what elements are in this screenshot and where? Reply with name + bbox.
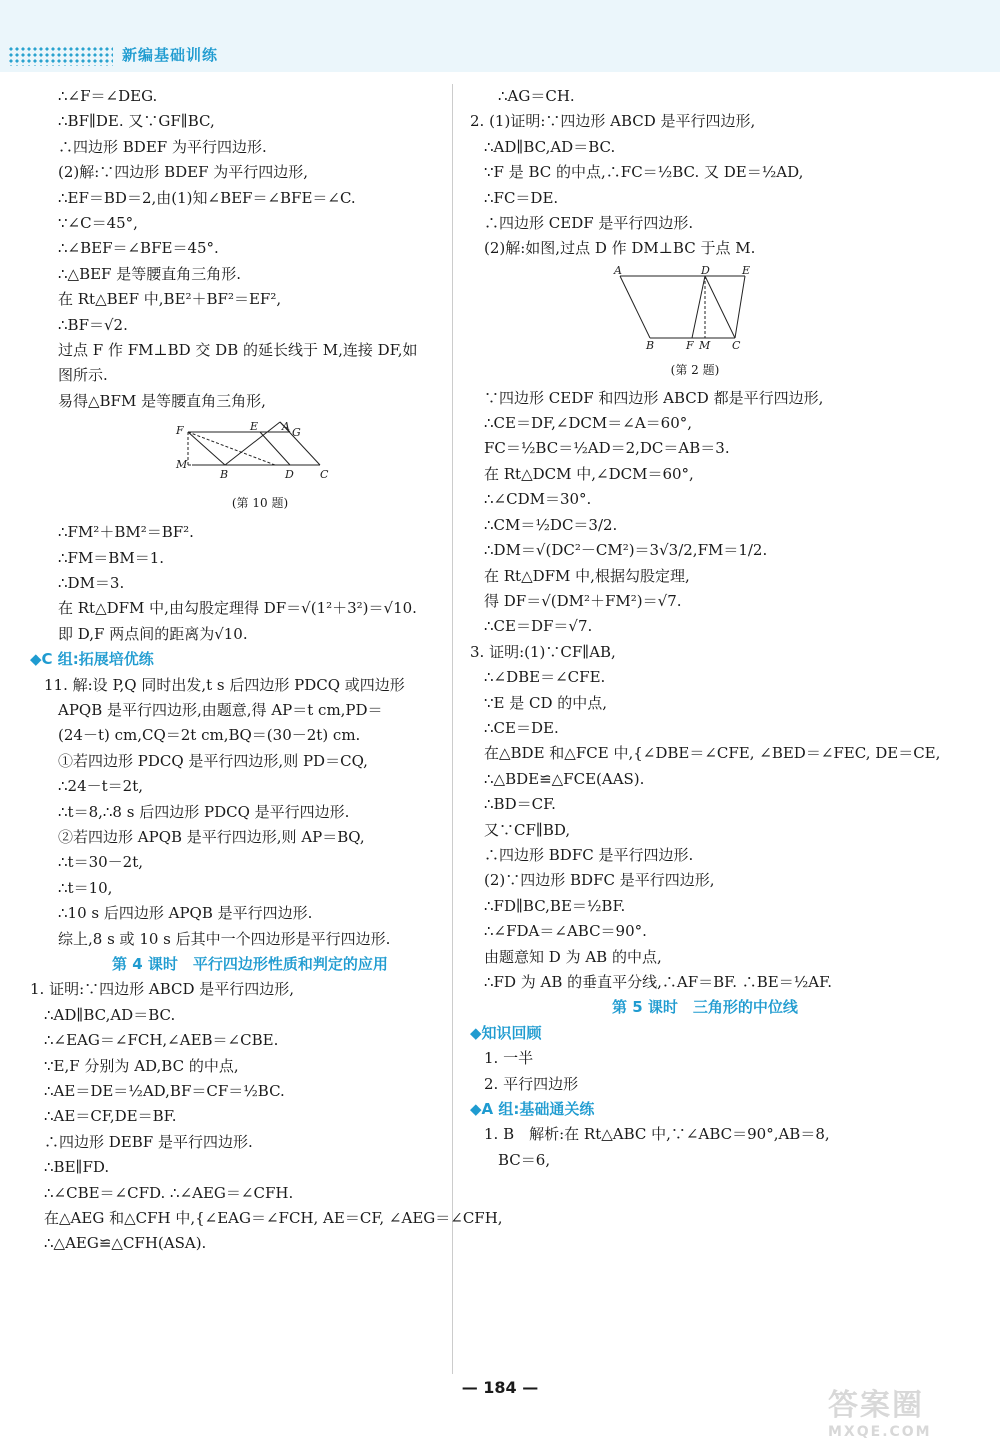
text-line: ∴CE＝DF,∠DCM＝∠A＝60°,	[484, 414, 693, 433]
text-line: BC＝6,	[498, 1150, 551, 1169]
text-line: (24－t) cm,CQ＝2t cm,BQ＝(30－2t) cm.	[58, 726, 361, 745]
text-line: 11. 解:设 P,Q 同时出发,t s 后四边形 PDCQ 或四边形	[44, 675, 405, 694]
fig2-label-b: B	[646, 338, 655, 350]
text-line: ∴DM＝√(DC²－CM²)＝3√3/2,FM＝1/2.	[484, 541, 768, 560]
figure-2	[610, 266, 940, 384]
text-line: ∴四边形 CEDF 是平行四边形.	[484, 214, 694, 233]
text-line: ∴CM＝½DC＝3/2.	[484, 515, 618, 534]
text-line: 过点 F 作 FM⊥BD 交 DB 的延长线于 M,连接 DF,如	[58, 341, 418, 360]
section-a-heading: ◆A 组:基础通关练	[470, 1100, 595, 1119]
text-line: ∵E 是 CD 的中点,	[484, 693, 608, 712]
fig2-label-d: D	[701, 265, 710, 277]
text-line: ∴CE＝DF＝√7.	[484, 617, 593, 636]
text-line: ∵∠C＝45°,	[58, 214, 138, 233]
fig2-label-a: A	[614, 265, 622, 277]
block-right-1	[470, 84, 940, 262]
text-line: ∴∠CDM＝30°.	[484, 490, 592, 509]
text-line: ∴∠EAG＝∠FCH,∠AEB＝∠CBE.	[44, 1031, 279, 1050]
question-1	[30, 977, 503, 1256]
question-11	[30, 673, 470, 952]
text-line: ∴△BEF 是等腰直角三角形.	[58, 264, 241, 283]
fig2-label-e: E	[742, 265, 751, 277]
section-c-label: C 组:拓展培优练	[41, 650, 154, 669]
section-c-heading: ◆C 组:拓展培优练	[30, 650, 154, 669]
fig2-label-c: C	[732, 338, 741, 350]
text-line: ∴FC＝DE.	[484, 188, 559, 207]
text-line: ∴t＝10,	[58, 878, 113, 897]
text-line: 在△BDE 和△FCE 中,{∠DBE＝∠CFE, ∠BED＝∠FEC, DE＝CE,	[484, 744, 941, 763]
text-line: ∴BF∥DE. 又∵GF∥BC,	[58, 112, 215, 131]
text-line: ∴AD∥BC,AD＝BC.	[484, 137, 616, 156]
fig10-label-d: D	[285, 468, 294, 482]
text-line: ∴FD 为 AB 的垂直平分线,∴AF＝BF. ∴BE＝½AF.	[484, 973, 832, 991]
text-line: 1. B 解析:在 Rt△ABC 中,∵∠ABC＝90°,AB＝8,	[484, 1125, 830, 1144]
text-line: ∴∠F＝∠DEG.	[58, 87, 158, 105]
text-line: APQB 是平行四边形,由题意,得 AP＝t cm,PD＝	[58, 700, 383, 719]
page-header	[0, 0, 1000, 72]
text-line: ②若四边形 APQB 是平行四边形,则 AP＝BQ,	[58, 827, 365, 846]
text-line: ∴∠BEF＝∠BFE＝45°.	[58, 239, 219, 258]
text-line: (2)∵四边形 BDFC 是平行四边形,	[484, 871, 715, 890]
text-line: ∵F 是 BC 的中点,∴FC＝½BC. 又 DE＝½AD,	[484, 163, 804, 182]
right-column	[470, 84, 940, 1173]
section-review-label: 知识回顾	[481, 1023, 542, 1042]
text-line: ∴CE＝DE.	[484, 718, 559, 737]
lesson-5-heading: 第 5 课时 三角形的中位线	[612, 998, 798, 1017]
watermark-logo-text: 答案圈	[828, 1388, 924, 1423]
figure-2-caption: (第 2 题)	[670, 363, 720, 378]
header-title: 新编基础训练	[122, 46, 219, 64]
text-line: 综上,8 s 或 10 s 后其中一个四边形是平行四边形.	[58, 929, 391, 948]
text-line: ∴AD∥BC,AD＝BC.	[44, 1005, 176, 1024]
fig10-label-c: C	[320, 468, 329, 482]
text-line: 2. (1)证明:∵四边形 ABCD 是平行四边形,	[470, 112, 756, 131]
fig10-label-f: F	[176, 424, 184, 438]
fig2-label-m: M	[699, 338, 711, 350]
fig10-label-g: G	[292, 426, 301, 440]
figure-10-caption: (第 10 题)	[231, 495, 289, 510]
watermark	[828, 1380, 988, 1440]
text-line: ①若四边形 PDCQ 是平行四边形,则 PD＝CQ,	[58, 751, 368, 770]
fig10-label-b: B	[220, 468, 229, 482]
text-line: (2)解:∵四边形 BDEF 为平行四边形,	[58, 163, 309, 182]
text-line: ∴四边形 BDFC 是平行四边形.	[484, 845, 694, 864]
text-line: ∴四边形 BDEF 为平行四边形.	[58, 137, 267, 156]
block-right-2	[470, 386, 940, 996]
lesson-4-heading: 第 4 课时 平行四边形性质和判定的应用	[112, 955, 388, 973]
text-line: 得 DF＝√(DM²＋FM²)＝√7.	[484, 591, 682, 610]
fig10-label-a: A	[282, 420, 290, 434]
text-line: ∵四边形 CEDF 和四边形 ABCD 都是平行四边形,	[484, 388, 824, 407]
text-line: ∴10 s 后四边形 APQB 是平行四边形.	[58, 904, 313, 923]
text-line: ∴t＝30－2t,	[58, 853, 143, 872]
section-review-heading: ◆知识回顾	[470, 1023, 542, 1042]
text-line: 在△AEG 和△CFH 中,{∠EAG＝∠FCH, AE＝CF, ∠AEG＝∠CFH,	[44, 1209, 503, 1228]
header-dot-pattern	[8, 46, 113, 66]
text-line: ∴24－t＝2t,	[58, 777, 143, 796]
fig2-label-f: F	[686, 338, 694, 350]
text-line: (2)解:如图,过点 D 作 DM⊥BC 于点 M.	[484, 239, 756, 258]
text-line: ∴AE＝CF,DE＝BF.	[44, 1107, 177, 1126]
text-line: ∴∠FDA＝∠ABC＝90°.	[484, 922, 647, 941]
review-item: 1. 一半	[484, 1049, 534, 1068]
page-number: — 184 —	[461, 1378, 539, 1397]
text-line: ∴FD∥BC,BE＝½BF.	[484, 896, 626, 915]
text-line: 易得△BFM 是等腰直角三角形,	[58, 391, 266, 410]
text-line: ∴BD＝CF.	[484, 795, 556, 814]
left-column	[30, 84, 503, 1257]
review-item: 2. 平行四边形	[484, 1074, 579, 1093]
text-line: ∴四边形 DEBF 是平行四边形.	[44, 1132, 253, 1151]
text-line: ∴∠DBE＝∠CFE.	[484, 668, 606, 687]
fig10-label-e: E	[250, 420, 259, 434]
figure-2-diagram	[610, 266, 780, 350]
text-line: ∴FM＝BM＝1.	[58, 548, 165, 567]
text-line: FC＝½BC＝½AD＝2,DC＝AB＝3.	[484, 439, 730, 458]
section-a-label: A 组:基础通关练	[481, 1100, 595, 1119]
text-line: ∴△AEG≌△CFH(ASA).	[44, 1234, 207, 1253]
text-line: 3. 证明:(1)∵CF∥AB,	[470, 642, 616, 661]
fig10-label-m: M	[176, 458, 188, 472]
text-line: ∴BE∥FD.	[44, 1158, 110, 1177]
text-line: ∴AG＝CH.	[498, 87, 575, 105]
block-left-1	[30, 84, 470, 414]
text-line: ∴EF＝BD＝2,由(1)知∠BEF＝∠BFE＝∠C.	[58, 188, 356, 207]
text-line: 在 Rt△DCM 中,∠DCM＝60°,	[484, 464, 694, 483]
text-line: 图所示.	[58, 366, 108, 385]
text-line: 又∵CF∥BD,	[484, 820, 571, 839]
text-line: ∴AE＝DE＝½AD,BF＝CF＝½BC.	[44, 1082, 285, 1101]
text-line: ∴DM＝3.	[58, 573, 125, 592]
watermark-url: MXQE.COM	[828, 1424, 932, 1440]
figure-10	[140, 420, 470, 516]
text-line: ∵E,F 分别为 AD,BC 的中点,	[44, 1056, 239, 1075]
text-line: 在 Rt△DFM 中,根据勾股定理,	[484, 566, 690, 585]
figure-10-diagram	[140, 420, 380, 482]
text-line: ∴FM²＋BM²＝BF².	[58, 523, 194, 542]
text-line: 在 Rt△BEF 中,BE²＋BF²＝EF²,	[58, 290, 282, 309]
text-line: 即 D,F 两点间的距离为√10.	[58, 624, 248, 643]
block-left-2	[30, 520, 470, 647]
text-line: ∴BF＝√2.	[58, 315, 128, 334]
text-line: 在 Rt△DFM 中,由勾股定理得 DF＝√(1²＋3²)＝√10.	[58, 599, 417, 618]
text-line: 1. 证明:∵四边形 ABCD 是平行四边形,	[30, 980, 295, 999]
text-line: 由题意知 D 为 AB 的中点,	[484, 947, 662, 966]
text-line: ∴∠CBE＝∠CFD. ∴∠AEG＝∠CFH.	[44, 1183, 294, 1202]
text-line: ∴△BDE≌△FCE(AAS).	[484, 769, 645, 788]
text-line: ∴t＝8,∴8 s 后四边形 PDCQ 是平行四边形.	[58, 802, 350, 821]
